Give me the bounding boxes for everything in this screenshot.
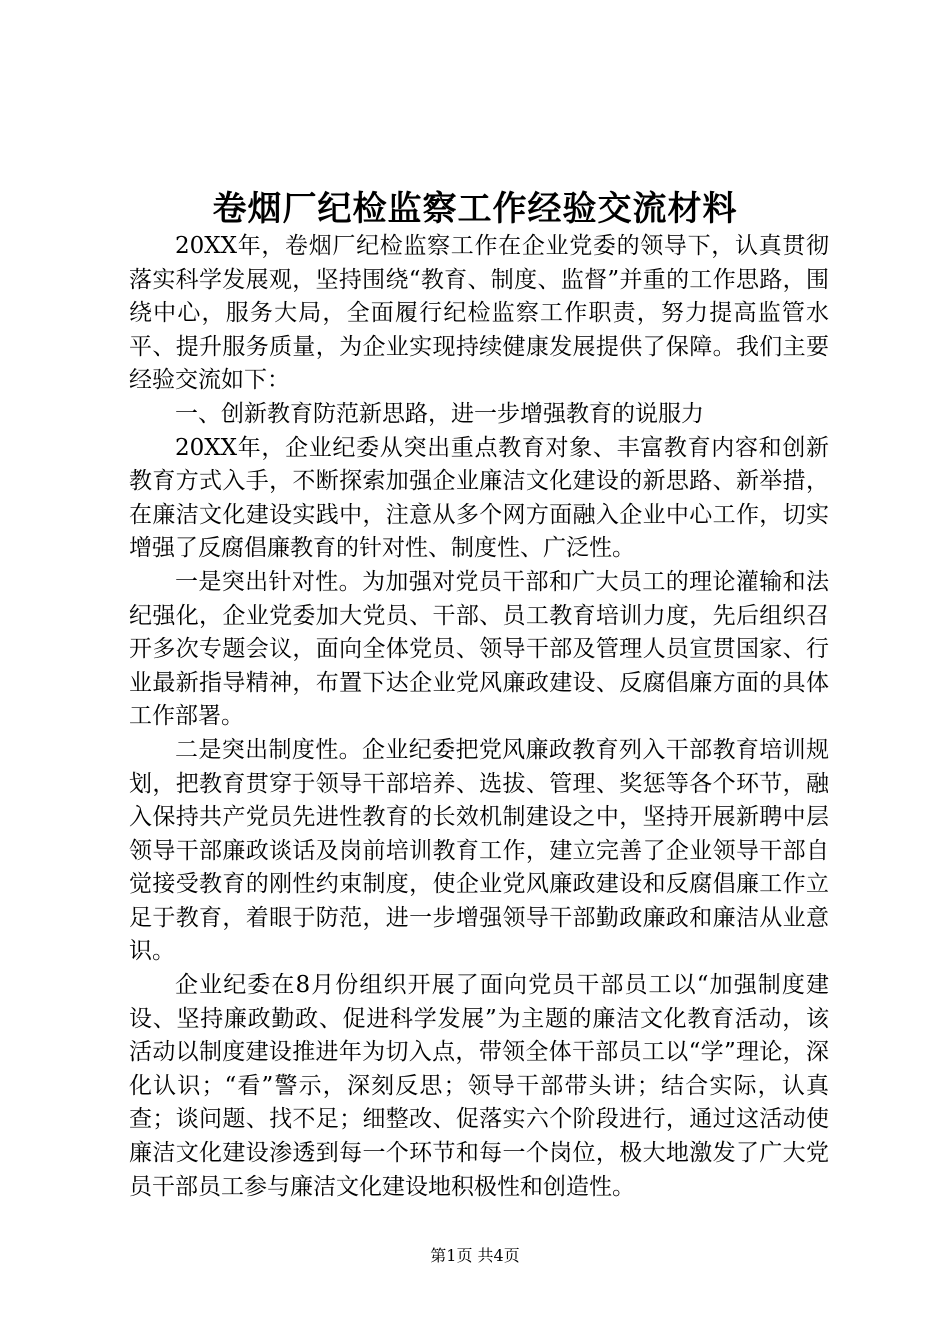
page-number: 第1页 共4页 xyxy=(430,1246,520,1265)
paragraph-august-campaign: 企业纪委在8月份组织开展了面向党员干部员工以“加强制度建设、坚持廉政勤政、促进科学发展”为主题的廉洁文化教育活动，该活动以制度建设推进年为切入点，带领全体干部员工以“学”理论，深化认识；“看”警示，深刻反思；领导干部带头讲；结合实际，认真查；谈问题、找不足；细整改、促落实六个阶段进行，通过这活动使廉洁文化建设渗透到每一个环节和每一个岗位，极大地激发了广大党员干部员工参与廉洁文化建设地积极性和创造性。 xyxy=(129,972,829,1200)
paragraph-section-1: 20XX年，企业纪委从突出重点教育对象、丰富教育内容和创新教育方式入手，不断探索加强企业廉洁文化建设的新思路、新举措，在廉洁文化建设实践中，注意从多个网方面融入企业中心工作，切实增强了反腐倡廉教育的针对性、制度性、广泛性。 xyxy=(129,434,829,562)
document-body xyxy=(129,230,829,1204)
paragraph-targeting: 一是突出针对性。为加强对党员干部和广大员工的理论灌输和法纪强化，企业党委加大党员、干部、员工教育培训力度，先后组织召开多次专题会议，面向全体党员、领导干部及管理人员宣贯国家、行业最新指导精神，布置下达企业党风廉政建设、反腐倡廉方面的具体工作部署。 xyxy=(129,568,829,730)
section-heading-1: 一、创新教育防范新思路，进一步增强教育的说服力 xyxy=(175,400,704,427)
paragraph-intro: 20XX年，卷烟厂纪检监察工作在企业党委的领导下，认真贯彻落实科学发展观，坚持围绕“教育、制度、监督”并重的工作思路，围绕中心，服务大局，全面履行纪检监察工作职责，努力提高监管水平、提升服务质量，为企业实现持续健康发展提供了保障。我们主要经验交流如下： xyxy=(129,233,829,394)
paragraph-institutional: 二是突出制度性。企业纪委把党风廉政教育列入干部教育培训规划，把教育贯穿于领导干部培养、选拔、管理、奖惩等各个环节，融入保持共产党员先进性教育的长效机制建设之中，坚持开展新聘中层领导干部廉政谈话及岗前培训教育工作，建立完善了企业领导干部自觉接受教育的刚性约束制度，使企业党风廉政建设和反腐倡廉工作立足于教育，着眼于防范，进一步增强领导干部勤政廉政和廉洁从业意识。 xyxy=(129,736,829,965)
document-title: 卷烟厂纪检监察工作经验交流材料 xyxy=(212,189,738,229)
